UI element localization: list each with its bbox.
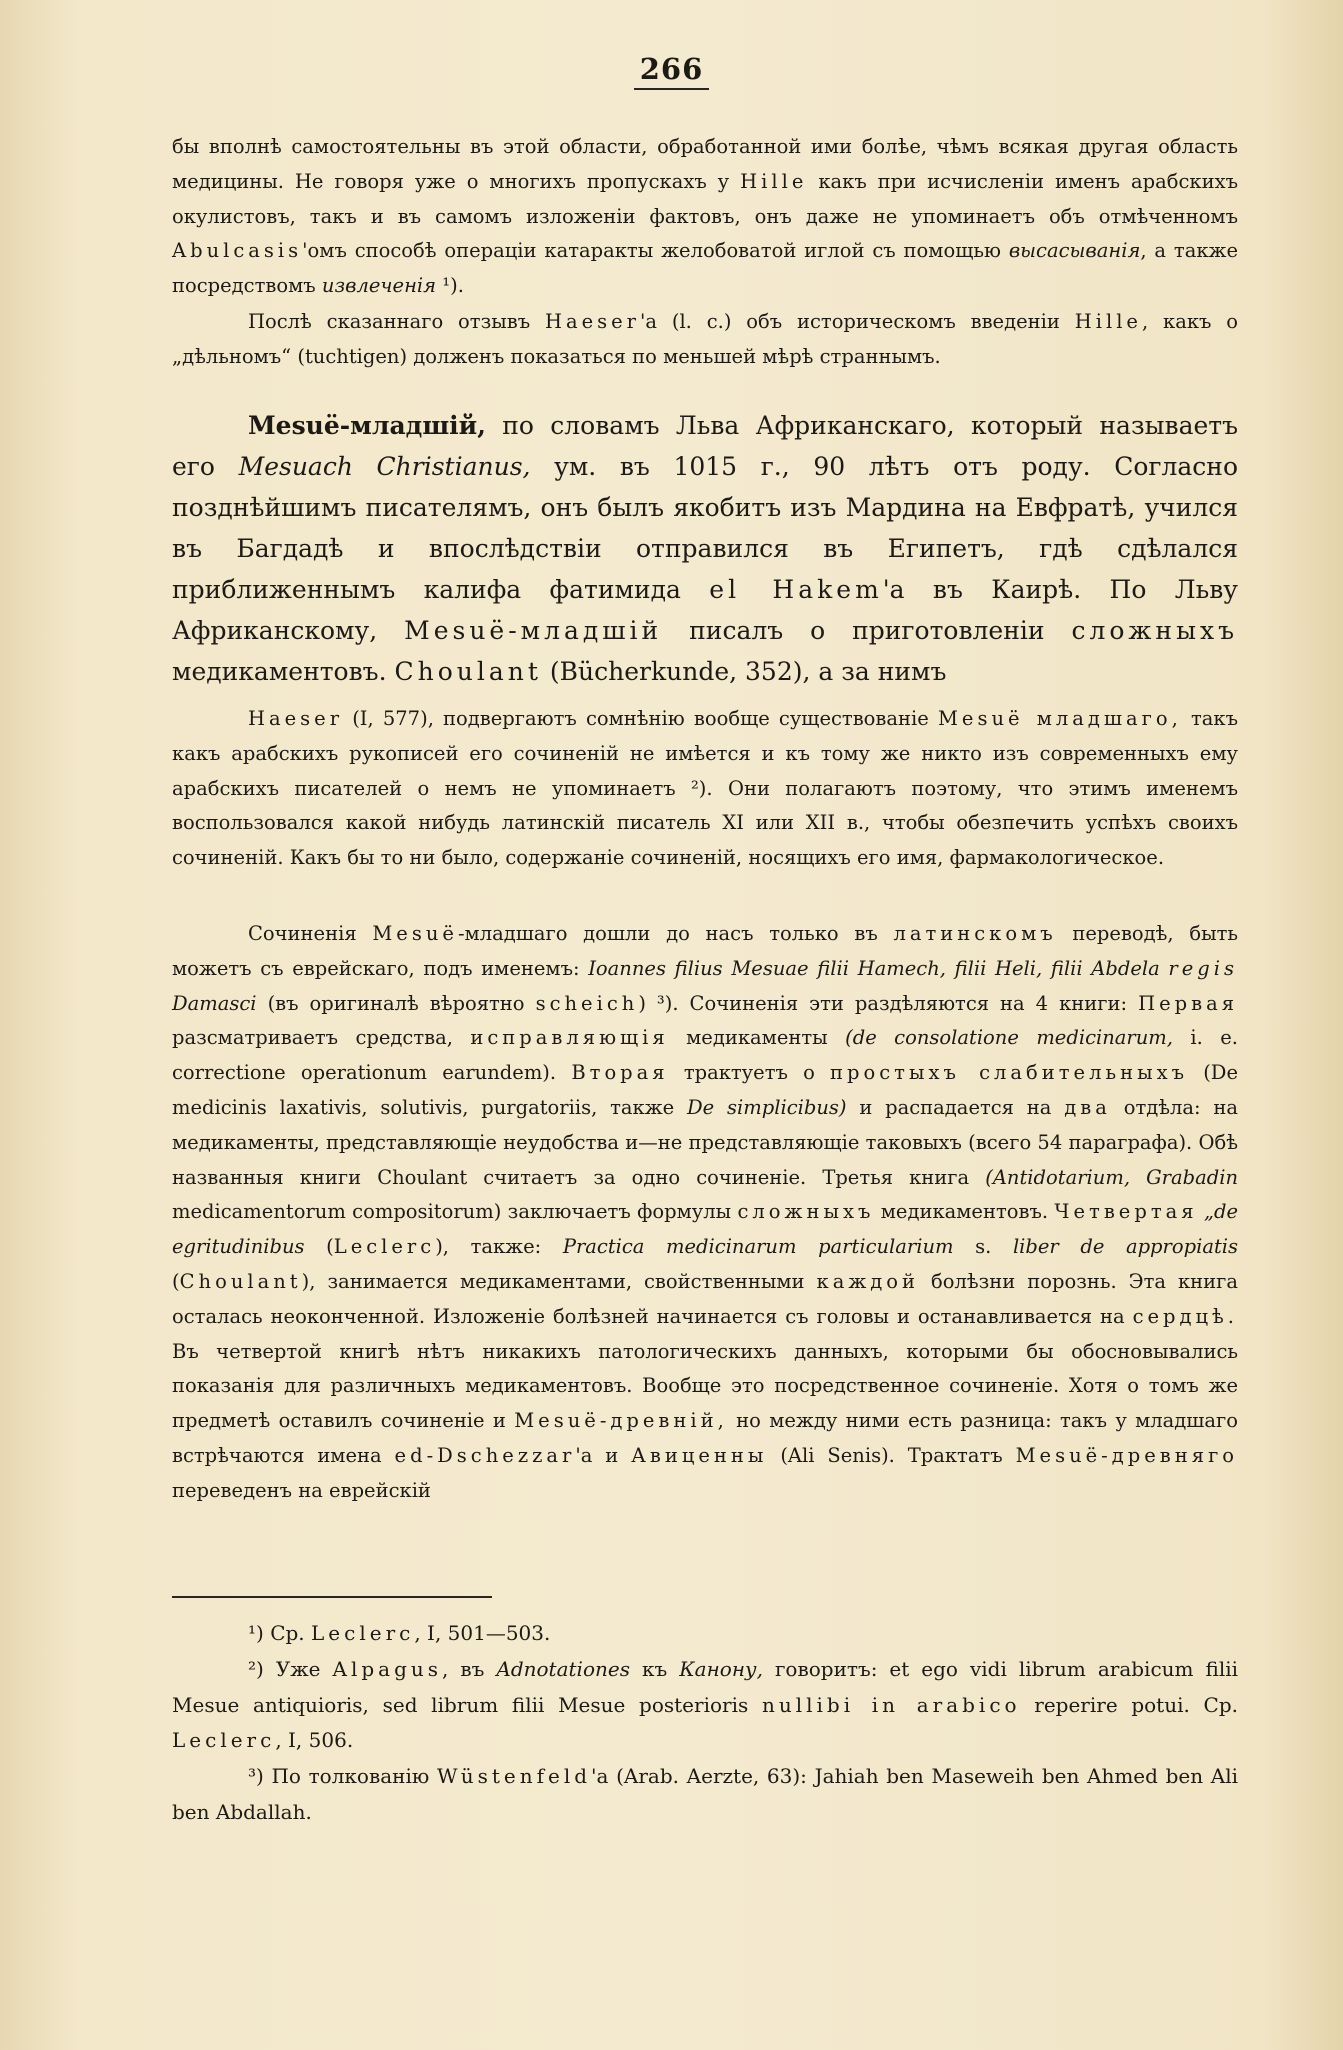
footnotes — [172, 1616, 1238, 1831]
paragraph-2: Послѣ сказаннаго отзывъ Haeser'а (l. c.) объ историческомъ введеніи Hille, какъ о „дѣльномъ“ (tuchtigen) долженъ показаться по меньшей мѣрѣ страннымъ. — [172, 310, 1238, 368]
section-heading: Mesuë-младшій, — [248, 411, 486, 440]
footnote-2: ²) Уже Alpagus, въ Adnotationes къ Канону, говоритъ: et ego vidi librum arabicum filii Mesue antiquioris, sed librum filii Mesue posterioris nullibi in arabico reperire potui. Ср. Leclerc, I, 506. — [172, 1656, 1239, 1753]
footnote-1: ¹) Ср. Leclerc, I, 501—503. — [248, 1621, 551, 1645]
paragraph-5: Сочиненія Mesuë-младшаго дошли до насъ только въ латинскомъ переводѣ, быть можетъ съ еврейскаго, подъ именемъ: Ioannes filius Mesuae filii Hamech, filii Heli, filii Abdela regis Damasci (въ оригиналѣ вѣроятно scheich) ³). Сочиненія эти раздѣляются на 4 книги: Первая разсматриваетъ средства, исправляющія медикаменты (de consolatione medicinarum, i. e. correctione operationum earundem). Вторая трактуетъ о простыхъ слабительныхъ (De medicinis laxativis, solutivis, purgatoriis, также De simplicibus) и распадается на два отдѣла: на медикаменты, представляющіе неудобства и—не представляющіе таковыхъ (всего 54 параграфа). Обѣ названныя книги Choulant считаетъ за одно сочиненіе. Третья книга (Antidotarium, Grabadin medicamentorum compositorum) заключаетъ формулы сложныхъ медикаментовъ. Четвертая „de egritudinibus (Leclerc), также: Practica medicinarum particularium s. liber de appropiatis (Choulant), занимается медикаментами, свойственными каждой болѣзни порознь. Эта книга осталась неоконченной. Изложеніе болѣзней начинается съ головы и останавливается на сердцѣ. Въ четвертой книгѣ нѣтъ никакихъ патологическихъ данныхъ, которыми бы обосновывались показанія для различныхъ медикаментовъ. Вообще это посредственное сочиненіе. Хотя о томъ же предметѣ оставилъ сочиненіе и Mesuë-древній, но между ними есть разница: такъ у младшаго встрѣчаются имена ed-Dschezzar'а и Авиценны (Ali Senis). Трактатъ Mesuë-древняго переведенъ на еврейскій — [172, 922, 1239, 1502]
paragraph-3: Mesuë-младшій, по словамъ Льва Африканскаго, который называетъ его Mesuach Christianus, ум. въ 1015 г., 90 лѣтъ отъ роду. Согласно позднѣйшимъ писателямъ, онъ былъ якобитъ изъ Мардина на Евфратѣ, учился въ Багдадѣ и впослѣдствіи отправился въ Египетъ, гдѣ сдѣлался приближеннымъ калифа фатимида el Hakem'а въ Каирѣ. По Льву Африканскому, Mesuë-младшій писалъ о приготовленіи сложныхъ медикаментовъ. Choulant (Bücherkunde, 352), а за нимъ — [172, 411, 1239, 686]
footnote-divider — [172, 1596, 492, 1598]
paragraph-1: бы вполнѣ самостоятельны въ этой области, обработанной ими болѣе, чѣмъ всякая другая область медицины. Не говоря уже о многихъ пропускахъ у Hille какъ при исчисленіи именъ арабскихъ окулистовъ, такъ и въ самомъ изложеніи фактовъ, онъ даже не упоминаетъ объ отмѣченномъ Abulcasis'омъ способѣ операціи катаракты желобоватой иглой съ помощью высасыванія, а также посредствомъ извлеченія ¹). — [172, 135, 1239, 298]
page-number: 266 — [0, 52, 1343, 86]
paragraph-4: Haeser (I, 577), подвергаютъ сомнѣнію вообще существованіе Mesuë младшаго, такъ какъ арабскихъ рукописей его сочиненій не имѣется и къ тому же никто изъ современныхъ ему арабскихъ писателей о немъ не упоминаетъ ²). Они полагаютъ поэтому, что этимъ именемъ воспользовался какой нибудь латинскій писатель XI или XII в., чтобы обезпечить успѣхъ своихъ сочиненій. Какъ бы то ни было, содержаніе сочиненій, носящихъ его имя, фармакологическое. — [172, 707, 1238, 870]
footnote-3: ³) По толкованію Wüstenfeld'а (Arab. Aerzte, 63): Jahiah ben Maseweih ben Ahmed ben Ali ben Abdallah. — [172, 1764, 1238, 1824]
